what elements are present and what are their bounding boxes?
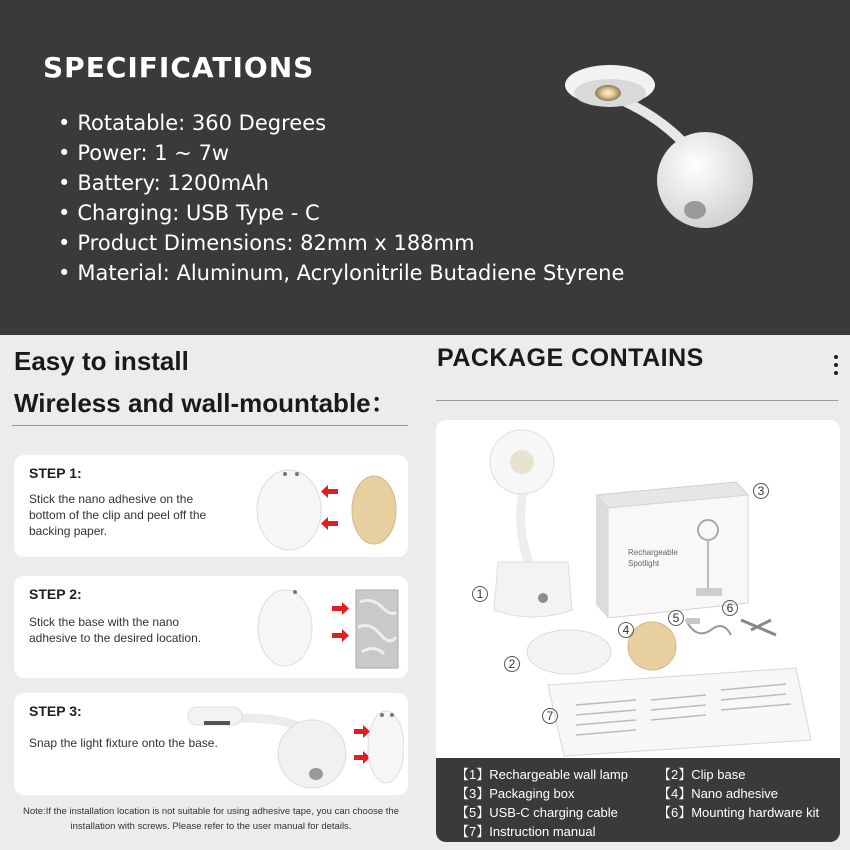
callout-5: 5 bbox=[668, 610, 684, 626]
step-3-title: STEP 3: bbox=[29, 703, 82, 719]
installation-note: Note:If the installation location is not suitable for using adhesive tape, you can choose the installation with screws. Please refer to the user manual for details. bbox=[22, 806, 399, 832]
step-1-title: STEP 1: bbox=[29, 465, 82, 481]
nano-adhesive-shape bbox=[628, 622, 676, 670]
callout-7: 7 bbox=[542, 708, 558, 724]
package-legend bbox=[436, 758, 840, 842]
wall-lamp-product-image bbox=[560, 55, 770, 235]
specifications-list bbox=[58, 108, 624, 288]
spec-item-battery: • Battery: 1200mAh bbox=[58, 168, 624, 198]
install-heading bbox=[14, 340, 397, 424]
step-1-text: Stick the nano adhesive on the bottom of the clip and peel off the backing paper. bbox=[29, 492, 207, 538]
more-vertical-icon[interactable] bbox=[826, 350, 846, 380]
callout-6: 6 bbox=[722, 600, 738, 616]
legend-item-4: 【4】Nano adhesive bbox=[658, 786, 778, 801]
right-divider bbox=[436, 400, 838, 401]
spec-item-charging: • Charging: USB Type - C bbox=[58, 198, 624, 228]
left-divider bbox=[12, 425, 408, 426]
spec-item-dimensions: • Product Dimensions: 82mm x 188mm bbox=[58, 228, 624, 258]
step-2-illustration bbox=[252, 582, 402, 674]
box-text-2: Spotlight bbox=[628, 559, 660, 568]
lamp-led-shape bbox=[510, 450, 534, 474]
install-heading-line-2: Wireless and wall-mountable： bbox=[14, 388, 397, 418]
step-2-card bbox=[14, 576, 408, 678]
legend-item-3: 【3】Packaging box bbox=[456, 786, 575, 801]
box-text-1: Rechargeable bbox=[628, 548, 678, 557]
callout-2: 2 bbox=[504, 656, 520, 672]
step-1-card bbox=[14, 455, 408, 557]
legend-item-7: 【7】Instruction manual bbox=[456, 824, 596, 839]
spec-item-power: • Power: 1 ~ 7w bbox=[58, 138, 624, 168]
package-contents-card bbox=[436, 420, 840, 842]
legend-item-5: 【5】USB-C charging cable bbox=[456, 805, 618, 820]
package-heading: PACKAGE CONTAINS bbox=[437, 344, 704, 372]
spec-item-material: • Material: Aluminum, Acrylonitrile Butadiene Styrene bbox=[58, 258, 624, 288]
package-contents-illustration bbox=[436, 420, 840, 758]
legend-item-6: 【6】Mounting hardware kit bbox=[658, 805, 820, 820]
lamp-base-shape bbox=[494, 562, 572, 617]
step-3-illustration bbox=[186, 699, 404, 791]
step-2-text: Stick the base with the nano adhesive to the desired location. bbox=[29, 615, 202, 645]
callout-4: 4 bbox=[618, 622, 634, 638]
manual-shape bbox=[548, 668, 811, 756]
callout-1: 1 bbox=[472, 586, 488, 602]
step-3-card bbox=[14, 693, 408, 795]
callout-3: 3 bbox=[753, 483, 769, 499]
step-1-illustration bbox=[252, 463, 402, 551]
legend-item-2: 【2】Clip base bbox=[658, 767, 746, 782]
hardware-kit-shape bbox=[741, 620, 776, 635]
step-2-title: STEP 2: bbox=[29, 586, 82, 602]
legend-item-1: 【1】Rechargeable wall lamp bbox=[456, 767, 628, 782]
specifications-panel bbox=[0, 0, 850, 335]
step-3-text: Snap the light fixture onto the base. bbox=[29, 736, 218, 750]
install-heading-line-1: Easy to install bbox=[14, 346, 189, 376]
specifications-title: SPECIFICATIONS bbox=[43, 51, 315, 84]
spec-item-rotation: • Rotatable: 360 Degrees bbox=[58, 108, 624, 138]
clip-base-shape bbox=[527, 630, 611, 674]
